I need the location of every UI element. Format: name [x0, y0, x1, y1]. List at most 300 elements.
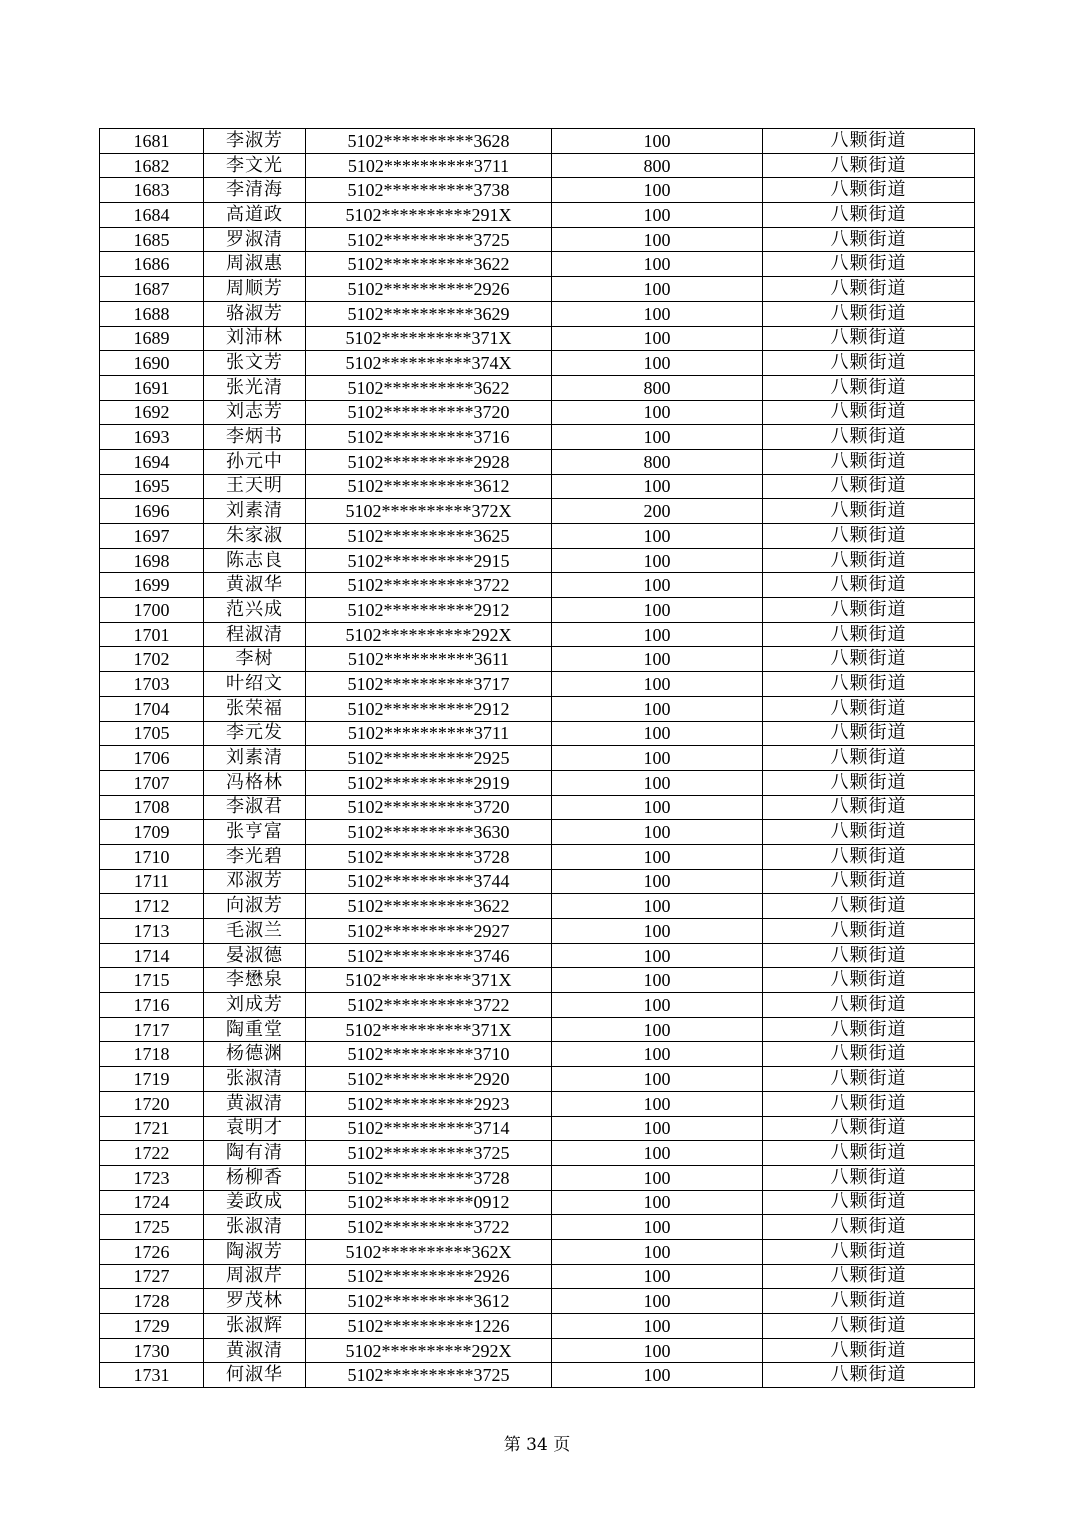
table-row [100, 746, 975, 771]
row-number-cell: 1715 [100, 968, 204, 993]
amount-cell: 100 [552, 1165, 763, 1190]
id-number-cell: 5102**********371X [306, 968, 552, 993]
table-row [100, 203, 975, 228]
roster-table-body [100, 129, 975, 1388]
street-cell: 八颗街道 [763, 129, 975, 154]
id-number-cell: 5102**********0912 [306, 1190, 552, 1215]
street-cell: 八颗街道 [763, 968, 975, 993]
amount-cell: 100 [552, 227, 763, 252]
id-number-cell: 5102**********2915 [306, 548, 552, 573]
name-cell: 李光碧 [204, 844, 306, 869]
street-cell: 八颗街道 [763, 647, 975, 672]
street-cell: 八颗街道 [763, 696, 975, 721]
table-row [100, 178, 975, 203]
row-number-cell: 1712 [100, 894, 204, 919]
row-number-cell: 1700 [100, 598, 204, 623]
id-number-cell: 5102**********1226 [306, 1314, 552, 1339]
amount-cell: 800 [552, 449, 763, 474]
name-cell: 李树 [204, 647, 306, 672]
amount-cell: 100 [552, 869, 763, 894]
id-number-cell: 5102**********3625 [306, 524, 552, 549]
amount-cell: 100 [552, 770, 763, 795]
row-number-cell: 1718 [100, 1042, 204, 1067]
row-number-cell: 1698 [100, 548, 204, 573]
amount-cell: 100 [552, 252, 763, 277]
street-cell: 八颗街道 [763, 1091, 975, 1116]
name-cell: 黄淑华 [204, 573, 306, 598]
street-cell: 八颗街道 [763, 820, 975, 845]
table-row [100, 919, 975, 944]
row-number-cell: 1719 [100, 1067, 204, 1092]
amount-cell: 100 [552, 622, 763, 647]
table-row [100, 326, 975, 351]
table-row [100, 227, 975, 252]
row-number-cell: 1681 [100, 129, 204, 154]
amount-cell: 800 [552, 153, 763, 178]
amount-cell: 100 [552, 351, 763, 376]
id-number-cell: 5102**********371X [306, 326, 552, 351]
amount-cell: 100 [552, 919, 763, 944]
table-row [100, 820, 975, 845]
roster-table [99, 128, 975, 1388]
row-number-cell: 1691 [100, 375, 204, 400]
street-cell: 八颗街道 [763, 524, 975, 549]
street-cell: 八颗街道 [763, 449, 975, 474]
amount-cell: 100 [552, 1091, 763, 1116]
row-number-cell: 1729 [100, 1314, 204, 1339]
row-number-cell: 1726 [100, 1239, 204, 1264]
name-cell: 刘沛林 [204, 326, 306, 351]
id-number-cell: 5102**********3720 [306, 400, 552, 425]
name-cell: 张淑辉 [204, 1314, 306, 1339]
street-cell: 八颗街道 [763, 1017, 975, 1042]
table-row [100, 1091, 975, 1116]
table-row [100, 375, 975, 400]
amount-cell: 100 [552, 548, 763, 573]
amount-cell: 100 [552, 1190, 763, 1215]
name-cell: 陶淑芳 [204, 1239, 306, 1264]
name-cell: 张淑清 [204, 1067, 306, 1092]
amount-cell: 100 [552, 1338, 763, 1363]
id-number-cell: 5102**********2927 [306, 919, 552, 944]
id-number-cell: 5102**********3722 [306, 1215, 552, 1240]
id-number-cell: 5102**********3744 [306, 869, 552, 894]
amount-cell: 100 [552, 844, 763, 869]
name-cell: 杨柳香 [204, 1165, 306, 1190]
name-cell: 李文光 [204, 153, 306, 178]
name-cell: 向淑芳 [204, 894, 306, 919]
table-row [100, 400, 975, 425]
row-number-cell: 1731 [100, 1363, 204, 1388]
street-cell: 八颗街道 [763, 721, 975, 746]
id-number-cell: 5102**********3746 [306, 943, 552, 968]
name-cell: 张亨富 [204, 820, 306, 845]
id-number-cell: 5102**********2919 [306, 770, 552, 795]
amount-cell: 100 [552, 129, 763, 154]
table-row [100, 795, 975, 820]
table-row [100, 598, 975, 623]
name-cell: 刘志芳 [204, 400, 306, 425]
row-number-cell: 1694 [100, 449, 204, 474]
name-cell: 张淑清 [204, 1215, 306, 1240]
amount-cell: 100 [552, 1314, 763, 1339]
street-cell: 八颗街道 [763, 277, 975, 302]
name-cell: 李元发 [204, 721, 306, 746]
row-number-cell: 1692 [100, 400, 204, 425]
name-cell: 刘素清 [204, 746, 306, 771]
name-cell: 姜政成 [204, 1190, 306, 1215]
row-number-cell: 1730 [100, 1338, 204, 1363]
name-cell: 黄淑清 [204, 1338, 306, 1363]
amount-cell: 100 [552, 277, 763, 302]
name-cell: 张荣福 [204, 696, 306, 721]
street-cell: 八颗街道 [763, 573, 975, 598]
row-number-cell: 1725 [100, 1215, 204, 1240]
id-number-cell: 5102**********3622 [306, 894, 552, 919]
id-number-cell: 5102**********3717 [306, 672, 552, 697]
amount-cell: 100 [552, 474, 763, 499]
street-cell: 八颗街道 [763, 351, 975, 376]
amount-cell: 800 [552, 375, 763, 400]
amount-cell: 100 [552, 178, 763, 203]
street-cell: 八颗街道 [763, 1264, 975, 1289]
street-cell: 八颗街道 [763, 943, 975, 968]
amount-cell: 100 [552, 1141, 763, 1166]
row-number-cell: 1688 [100, 301, 204, 326]
table-row [100, 1141, 975, 1166]
street-cell: 八颗街道 [763, 1042, 975, 1067]
name-cell: 何淑华 [204, 1363, 306, 1388]
name-cell: 李清海 [204, 178, 306, 203]
table-row [100, 573, 975, 598]
id-number-cell: 5102**********3716 [306, 425, 552, 450]
name-cell: 罗茂林 [204, 1289, 306, 1314]
amount-cell: 100 [552, 326, 763, 351]
amount-cell: 100 [552, 598, 763, 623]
name-cell: 李懋泉 [204, 968, 306, 993]
name-cell: 张光清 [204, 375, 306, 400]
row-number-cell: 1683 [100, 178, 204, 203]
row-number-cell: 1708 [100, 795, 204, 820]
page-number: 第 34 页 [503, 1435, 571, 1455]
id-number-cell: 5102**********3612 [306, 1289, 552, 1314]
amount-cell: 100 [552, 1017, 763, 1042]
street-cell: 八颗街道 [763, 598, 975, 623]
amount-cell: 100 [552, 573, 763, 598]
table-row [100, 524, 975, 549]
id-number-cell: 5102**********2920 [306, 1067, 552, 1092]
row-number-cell: 1702 [100, 647, 204, 672]
amount-cell: 100 [552, 301, 763, 326]
table-row [100, 1314, 975, 1339]
amount-cell: 100 [552, 696, 763, 721]
amount-cell: 100 [552, 1067, 763, 1092]
name-cell: 冯格林 [204, 770, 306, 795]
table-row [100, 1215, 975, 1240]
street-cell: 八颗街道 [763, 1289, 975, 1314]
id-number-cell: 5102**********3628 [306, 129, 552, 154]
id-number-cell: 5102**********3711 [306, 153, 552, 178]
row-number-cell: 1697 [100, 524, 204, 549]
name-cell: 范兴成 [204, 598, 306, 623]
name-cell: 罗淑清 [204, 227, 306, 252]
name-cell: 晏淑德 [204, 943, 306, 968]
id-number-cell: 5102**********3728 [306, 1165, 552, 1190]
street-cell: 八颗街道 [763, 919, 975, 944]
row-number-cell: 1684 [100, 203, 204, 228]
row-number-cell: 1693 [100, 425, 204, 450]
name-cell: 黄淑清 [204, 1091, 306, 1116]
street-cell: 八颗街道 [763, 1141, 975, 1166]
name-cell: 叶绍文 [204, 672, 306, 697]
row-number-cell: 1701 [100, 622, 204, 647]
street-cell: 八颗街道 [763, 400, 975, 425]
amount-cell: 100 [552, 1042, 763, 1067]
street-cell: 八颗街道 [763, 869, 975, 894]
row-number-cell: 1728 [100, 1289, 204, 1314]
table-row [100, 770, 975, 795]
name-cell: 袁明才 [204, 1116, 306, 1141]
street-cell: 八颗街道 [763, 672, 975, 697]
name-cell: 高道政 [204, 203, 306, 228]
street-cell: 八颗街道 [763, 178, 975, 203]
id-number-cell: 5102**********3722 [306, 993, 552, 1018]
id-number-cell: 5102**********292X [306, 622, 552, 647]
table-row [100, 1289, 975, 1314]
street-cell: 八颗街道 [763, 1314, 975, 1339]
name-cell: 张文芳 [204, 351, 306, 376]
street-cell: 八颗街道 [763, 548, 975, 573]
id-number-cell: 5102**********3722 [306, 573, 552, 598]
id-number-cell: 5102**********3622 [306, 252, 552, 277]
row-number-cell: 1713 [100, 919, 204, 944]
id-number-cell: 5102**********3714 [306, 1116, 552, 1141]
id-number-cell: 5102**********3611 [306, 647, 552, 672]
id-number-cell: 5102**********3622 [306, 375, 552, 400]
table-row [100, 1116, 975, 1141]
amount-cell: 100 [552, 820, 763, 845]
amount-cell: 100 [552, 425, 763, 450]
amount-cell: 100 [552, 943, 763, 968]
name-cell: 朱家淑 [204, 524, 306, 549]
table-row [100, 993, 975, 1018]
amount-cell: 100 [552, 672, 763, 697]
table-row [100, 1017, 975, 1042]
street-cell: 八颗街道 [763, 203, 975, 228]
row-number-cell: 1696 [100, 499, 204, 524]
name-cell: 周顺芳 [204, 277, 306, 302]
amount-cell: 100 [552, 1289, 763, 1314]
id-number-cell: 5102**********3725 [306, 227, 552, 252]
street-cell: 八颗街道 [763, 894, 975, 919]
row-number-cell: 1686 [100, 252, 204, 277]
street-cell: 八颗街道 [763, 770, 975, 795]
row-number-cell: 1710 [100, 844, 204, 869]
table-row [100, 277, 975, 302]
table-row [100, 1338, 975, 1363]
amount-cell: 100 [552, 721, 763, 746]
amount-cell: 100 [552, 795, 763, 820]
id-number-cell: 5102**********3728 [306, 844, 552, 869]
table-row [100, 1067, 975, 1092]
amount-cell: 100 [552, 1363, 763, 1388]
street-cell: 八颗街道 [763, 499, 975, 524]
id-number-cell: 5102**********292X [306, 1338, 552, 1363]
id-number-cell: 5102**********2926 [306, 1264, 552, 1289]
name-cell: 李淑君 [204, 795, 306, 820]
name-cell: 陶有清 [204, 1141, 306, 1166]
table-row [100, 129, 975, 154]
row-number-cell: 1687 [100, 277, 204, 302]
street-cell: 八颗街道 [763, 622, 975, 647]
amount-cell: 100 [552, 746, 763, 771]
amount-cell: 100 [552, 894, 763, 919]
table-row [100, 1190, 975, 1215]
row-number-cell: 1709 [100, 820, 204, 845]
name-cell: 程淑清 [204, 622, 306, 647]
name-cell: 杨德渊 [204, 1042, 306, 1067]
id-number-cell: 5102**********291X [306, 203, 552, 228]
street-cell: 八颗街道 [763, 795, 975, 820]
row-number-cell: 1721 [100, 1116, 204, 1141]
street-cell: 八颗街道 [763, 1363, 975, 1388]
id-number-cell: 5102**********3630 [306, 820, 552, 845]
name-cell: 李炳书 [204, 425, 306, 450]
street-cell: 八颗街道 [763, 1239, 975, 1264]
row-number-cell: 1714 [100, 943, 204, 968]
table-row [100, 696, 975, 721]
table-row [100, 153, 975, 178]
amount-cell: 100 [552, 647, 763, 672]
id-number-cell: 5102**********2925 [306, 746, 552, 771]
id-number-cell: 5102**********2912 [306, 696, 552, 721]
id-number-cell: 5102**********372X [306, 499, 552, 524]
street-cell: 八颗街道 [763, 153, 975, 178]
street-cell: 八颗街道 [763, 1190, 975, 1215]
amount-cell: 100 [552, 968, 763, 993]
table-row [100, 548, 975, 573]
street-cell: 八颗街道 [763, 375, 975, 400]
street-cell: 八颗街道 [763, 844, 975, 869]
table-row [100, 721, 975, 746]
row-number-cell: 1699 [100, 573, 204, 598]
amount-cell: 100 [552, 1116, 763, 1141]
name-cell: 孙元中 [204, 449, 306, 474]
table-row [100, 425, 975, 450]
table-row [100, 1042, 975, 1067]
table-row [100, 672, 975, 697]
id-number-cell: 5102**********3710 [306, 1042, 552, 1067]
id-number-cell: 5102**********374X [306, 351, 552, 376]
name-cell: 周淑惠 [204, 252, 306, 277]
row-number-cell: 1723 [100, 1165, 204, 1190]
amount-cell: 100 [552, 1239, 763, 1264]
street-cell: 八颗街道 [763, 301, 975, 326]
amount-cell: 100 [552, 993, 763, 1018]
name-cell: 毛淑兰 [204, 919, 306, 944]
amount-cell: 100 [552, 1264, 763, 1289]
street-cell: 八颗街道 [763, 1338, 975, 1363]
id-number-cell: 5102**********3725 [306, 1141, 552, 1166]
table-row [100, 647, 975, 672]
row-number-cell: 1685 [100, 227, 204, 252]
street-cell: 八颗街道 [763, 474, 975, 499]
street-cell: 八颗街道 [763, 425, 975, 450]
table-row [100, 252, 975, 277]
row-number-cell: 1707 [100, 770, 204, 795]
row-number-cell: 1704 [100, 696, 204, 721]
table-row [100, 1264, 975, 1289]
row-number-cell: 1711 [100, 869, 204, 894]
id-number-cell: 5102**********371X [306, 1017, 552, 1042]
row-number-cell: 1695 [100, 474, 204, 499]
id-number-cell: 5102**********3711 [306, 721, 552, 746]
table-row [100, 844, 975, 869]
name-cell: 陈志良 [204, 548, 306, 573]
street-cell: 八颗街道 [763, 1215, 975, 1240]
row-number-cell: 1727 [100, 1264, 204, 1289]
row-number-cell: 1689 [100, 326, 204, 351]
id-number-cell: 5102**********2912 [306, 598, 552, 623]
row-number-cell: 1717 [100, 1017, 204, 1042]
table-row [100, 943, 975, 968]
row-number-cell: 1705 [100, 721, 204, 746]
name-cell: 陶重堂 [204, 1017, 306, 1042]
table-row [100, 301, 975, 326]
id-number-cell: 5102**********3725 [306, 1363, 552, 1388]
table-row [100, 449, 975, 474]
street-cell: 八颗街道 [763, 252, 975, 277]
amount-cell: 100 [552, 524, 763, 549]
table-row [100, 499, 975, 524]
street-cell: 八颗街道 [763, 326, 975, 351]
amount-cell: 100 [552, 1215, 763, 1240]
name-cell: 刘素清 [204, 499, 306, 524]
id-number-cell: 5102**********3738 [306, 178, 552, 203]
name-cell: 周淑芹 [204, 1264, 306, 1289]
id-number-cell: 5102**********2928 [306, 449, 552, 474]
street-cell: 八颗街道 [763, 746, 975, 771]
row-number-cell: 1690 [100, 351, 204, 376]
street-cell: 八颗街道 [763, 1067, 975, 1092]
row-number-cell: 1682 [100, 153, 204, 178]
table-row [100, 351, 975, 376]
street-cell: 八颗街道 [763, 1165, 975, 1190]
row-number-cell: 1716 [100, 993, 204, 1018]
street-cell: 八颗街道 [763, 1116, 975, 1141]
table-row [100, 894, 975, 919]
id-number-cell: 5102**********3720 [306, 795, 552, 820]
id-number-cell: 5102**********2923 [306, 1091, 552, 1116]
row-number-cell: 1720 [100, 1091, 204, 1116]
id-number-cell: 5102**********2926 [306, 277, 552, 302]
table-row [100, 474, 975, 499]
table-row [100, 968, 975, 993]
table-row [100, 869, 975, 894]
id-number-cell: 5102**********362X [306, 1239, 552, 1264]
amount-cell: 100 [552, 400, 763, 425]
id-number-cell: 5102**********3629 [306, 301, 552, 326]
amount-cell: 200 [552, 499, 763, 524]
name-cell: 邓淑芳 [204, 869, 306, 894]
table-row [100, 1363, 975, 1388]
row-number-cell: 1722 [100, 1141, 204, 1166]
street-cell: 八颗街道 [763, 227, 975, 252]
table-row [100, 1239, 975, 1264]
name-cell: 刘成芳 [204, 993, 306, 1018]
id-number-cell: 5102**********3612 [306, 474, 552, 499]
table-row [100, 1165, 975, 1190]
